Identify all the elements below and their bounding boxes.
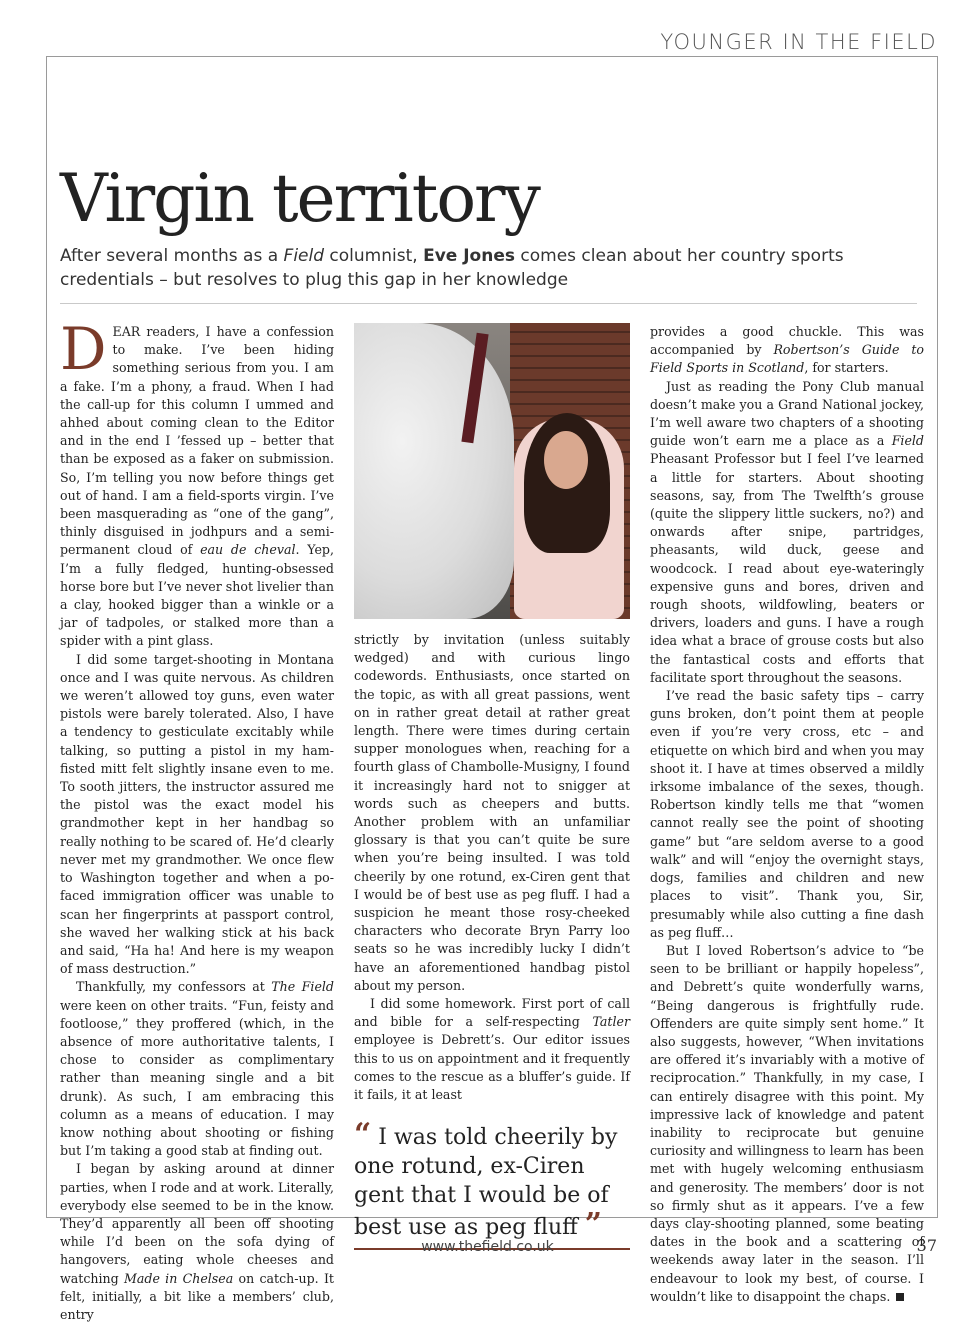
quote-open-icon: “ [354,1117,372,1153]
dropcap: D [60,315,107,383]
paragraph [354,995,630,1104]
text: EAR readers, I have a confession to make. I’ve been hiding something serious from you. I am a fake. I’m a phony, a fraud. When I had the call-up for this column I ummed and ahhed about coming clean to the Editor and in the end I ’fessed up – better that than be exposed as a faker on submission. So, I’m telling you now before things get out of hand. I am a field-sports virgin. I’ve been masquerading as “one of the gang”, thinly disguised in jodhpurs and a semi-permanent cloud of [60,324,334,558]
paragraph [60,315,334,651]
woman-face [544,431,588,489]
text: But I loved Robertson’s advice to “be seen to be brilliant or happily hopeless”, and Debrett’s quite wonderfully warns, “Being dangerous is frightfully rude. Offenders are quite simply sent home.” It also suggests, however, “When invitations are offered it’s invariably with a motive of reciprocation.” Thankfully, in my case, I can entirely disagree with this point. My impressive lack of knowledge and patent inability to reciprocate but genuine curiosity and willingness to learn has been met with hugely welcoming enthusiasm and generosity. The members’ door is not so firmly shut as it appears. I’ve a few days clay-shooting planned, some beating dates in the book and a scattering of weekends away later in the season. I’ll endeavour to look my best, of course. I wouldn’t like to disappoint the chaps. [650,942,924,1304]
paragraph [650,323,924,378]
text-em: Tatler [592,1014,630,1030]
text-em: Robertson’s Guide to Field Sports in Scotland [650,342,924,376]
text: I began by asking around at dinner parties, when I rode and at work. Literally, everybody else seemed to be in the know. They’d apparently all been off shooting while I’d been on the sofa dying of hangovers, eating whole cheeses and watching [60,1161,334,1286]
footer-url: www.thefield.co.uk [421,1239,554,1255]
paragraph [650,378,924,687]
headline: Virgin territory [60,160,539,237]
paragraph: I did some target-shooting in Montana once and I was quite nervous. As children we weren’t allowed toy guns, even water pistols were barely tolerated. Also, I have a tendency to gesticulate excitably while talking, so putting a pistol in my ham-fisted mitt felt slightly insane even to me. To sooth jitters, the instructor assured me the pistol was the exact model his grandmother kept in her handbag so really nothing to be scared of. He’d clearly never met my grandmother. We once flew to Washington together and when a po-faced immigration officer was unable to scan her fingerprints at passport control, she waved her walking stick at his back and said, “Ha ha! And here is my weapon of mass destruction.” [60,651,334,977]
column-1 [60,315,334,1324]
text: I did some homework. First port of call and bible for a self-respecting [354,996,630,1030]
paragraph [60,978,334,1160]
divider-rule [60,303,917,304]
text-em: The Field [271,979,334,995]
standfirst-part2: columnist, [324,246,424,266]
pull-quote-text: I was told cheerily by one rotund, ex-Ciren gent that I would be of best use as peg fluff [354,1125,618,1241]
text: Thankfully, my confessors at [76,979,272,995]
text: Pheasant Professor but I feel I’ve learned a little for starters. About shooting seasons, say, from The Twelfth’s grouse (quite the slippery little suckers, no?) and onwards after snipe, partridges, pheasants, wild duck, geese and woodcock. I read about eye-wateringly expensive guns and bores, driven and rough shoots, wildfowling, beaters or drivers, loaders and guns. I have a rough idea what a brace of grouse costs but also the fantastical costs and efforts that facilitate sport throughout the seasons. [650,451,924,685]
text-em: Field [891,433,924,449]
text: Just as reading the Pony Club manual doesn’t make you a Grand National jockey, I’m well aware two chapters of a shooting guide won’t earn me a place as a [650,378,924,449]
standfirst-author: Eve Jones [423,246,515,266]
horse-head [354,323,514,619]
section-label: YOUNGER IN THE FIELD [660,30,937,54]
text: were keen on other traits. “Fun, feisty and footloose,” they proffered (which, in the absence of more authoritative talents, I chose to consider as complimentary rather than meaning single and a bit drunk). As such, I am embracing this column as a means of education. I may know nothing about shooting or fishing but I’m taking a good stab at finding out. [60,997,334,1159]
standfirst [60,244,920,292]
paragraph: strictly by invitation (unless suitably wedged) and with curious lingo codewords. Enthusiasts, once started on the topic, as with all great passions, went on in rather great detail at rather great length. There were times during certain supper monologues when, reaching for a fourth glass of Chambolle-Musigny, I found it increasingly hard not to snigger at words such as cheepers and butts. Another problem with an unfamiliar glossary is that you can’t quite be sure when you’re being insulted. I was told cheerily by one rotund, ex-Ciren gent that I would be of best use as peg fluff. I had a suspicion he meant those rosy-cheeked characters who decorate Bryn Parry loo seats so he was incredibly lucky I didn’t have an aforementioned handbag pistol about my person. [354,632,630,993]
text: . Yep, I’m a fully fledged, hunting-obsessed horse bore but I’ve never shot livelier than a clay, hooked bigger than a winkle or a jar of tadpoles, or stalked more than a spider with a pint glass. [60,542,334,649]
text-em: eau de cheval [200,542,296,558]
text: on catch-up. It felt, initially, a bit like a members’ club, entry [60,1270,334,1322]
quote-close-icon: ” [584,1207,603,1243]
text: , for starters. [804,360,889,376]
text: employee is Debrett’s. Our editor issues this to us on appointment and it frequently comes to the rescue as a bluffer’s guide. If it fails, it at least [354,1032,630,1103]
page-number: 37 [916,1236,937,1255]
column-3 [650,323,924,1306]
paragraph: I’ve read the basic safety tips – carry guns broken, don’t point them at people even if you’re very cross, etc – and etiquette on which bird and when you may shoot it. I have at times observed a mildly irksome imbalance of the sexes, though. Robertson kindly tells me that “women cannot really see the point of shooting game” but “are seldom averse to a good walk” and will “enjoy the overnight stays, dogs, families and children and new places to visit”. Thank you, Sir, presumably while also cutting a fine dash as peg fluff… [650,688,924,940]
author-photo [354,323,630,619]
pull-quote [354,1117,630,1250]
text-em: Made in Chelsea [123,1270,234,1286]
text: provides a good chuckle. This was accompanied by [650,324,924,358]
standfirst-part3: comes clean about her country sports credentials – but resolves to plug this gap in her knowledge [60,246,844,290]
standfirst-field: Field [283,246,325,266]
end-mark-icon [896,1293,904,1301]
column-2 [354,323,630,1250]
standfirst-part1: After several months as a [60,246,284,266]
